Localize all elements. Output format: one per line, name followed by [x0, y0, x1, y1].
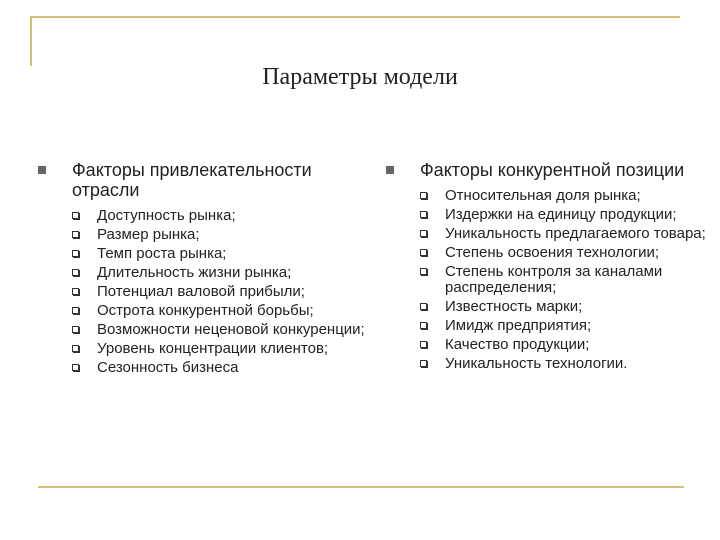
right-list [386, 188, 716, 372]
list-item: Доступность рынка; [72, 208, 378, 224]
box-bullet-icon [420, 268, 427, 275]
list-item: Степень освоения технологии; [420, 245, 716, 261]
left-heading [38, 160, 378, 200]
list-item: Качество продукции; [420, 337, 716, 353]
box-bullet-icon [72, 288, 79, 295]
list-item: Длительность жизни рынка; [72, 265, 378, 281]
box-bullet-icon [420, 322, 427, 329]
list-item: Уровень концентрации клиентов; [72, 341, 378, 357]
list-item: Размер рынка; [72, 227, 378, 243]
box-bullet-icon [72, 250, 79, 257]
list-item: Уникальность технологии. [420, 356, 716, 372]
list-item: Имидж предприятия; [420, 318, 716, 334]
box-bullet-icon [72, 269, 79, 276]
frame-left-border [30, 16, 32, 66]
right-heading-text: Факторы конкурентной позиции [420, 160, 685, 180]
box-bullet-icon [420, 249, 427, 256]
frame-top-border [30, 16, 680, 18]
list-item: Степень контроля за каналами распределения; [420, 264, 716, 296]
list-item: Темп роста рынка; [72, 246, 378, 262]
list-item: Потенциал валовой прибыли; [72, 284, 378, 300]
list-item: Возможности неценовой конкуренции; [72, 322, 378, 338]
box-bullet-icon [72, 307, 79, 314]
box-bullet-icon [420, 341, 427, 348]
box-bullet-icon [72, 231, 79, 238]
box-bullet-icon [72, 326, 79, 333]
box-bullet-icon [420, 303, 427, 310]
square-bullet-icon [38, 166, 46, 174]
box-bullet-icon [420, 211, 427, 218]
box-bullet-icon [72, 212, 79, 219]
list-item: Уникальность предлагаемого товара; [420, 226, 716, 242]
list-item: Известность марки; [420, 299, 716, 315]
right-heading [386, 160, 716, 180]
square-bullet-icon [386, 166, 394, 174]
left-heading-text: Факторы привлекательности отрасли [72, 160, 312, 200]
box-bullet-icon [420, 360, 427, 367]
list-item: Издержки на единицу продукции; [420, 207, 716, 223]
list-item: Сезонность бизнеса [72, 360, 378, 376]
list-item: Острота конкурентной борьбы; [72, 303, 378, 319]
right-column [386, 160, 716, 375]
left-list [38, 208, 378, 376]
list-item: Относительная доля рынка; [420, 188, 716, 204]
box-bullet-icon [420, 192, 427, 199]
frame-bottom-border [38, 486, 684, 488]
left-column [38, 160, 378, 379]
box-bullet-icon [72, 364, 79, 371]
box-bullet-icon [420, 230, 427, 237]
slide-title: Параметры модели [262, 64, 458, 90]
box-bullet-icon [72, 345, 79, 352]
